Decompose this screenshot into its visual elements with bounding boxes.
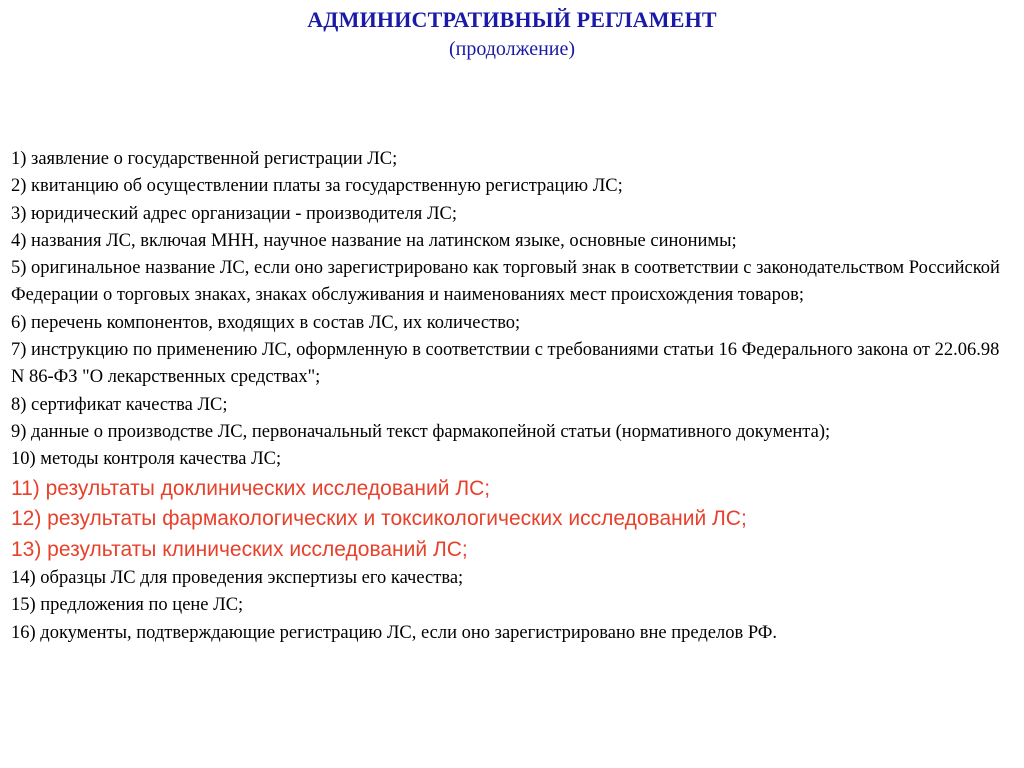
- list-item: 8) сертификат качества ЛС;: [11, 394, 228, 415]
- list-item: 4) названия ЛС, включая МНН, научное название на латинском языке, основные синонимы;: [11, 230, 737, 251]
- document-list: [11, 146, 1015, 647]
- page-title: АДМИНИСТРАТИВНЫЙ РЕГЛАМЕНТ: [307, 7, 717, 32]
- list-item-highlighted: 13) результаты клинических исследований ЛС;: [11, 537, 468, 561]
- list-item-highlighted: 11) результаты доклинических исследований ЛС;: [11, 476, 491, 500]
- list-item: 7) инструкцию по применению ЛС, оформленную в соответствии с требованиями статьи 16 Федерального закона от 22.06.98 N 86-ФЗ "О лекарственных средствах";: [11, 340, 1000, 388]
- list-item: 3) юридический адрес организации - производителя ЛС;: [11, 203, 457, 224]
- list-item: 5) оригинальное название ЛС, если оно зарегистрировано как торговый знак в соответствии с законодательством Российской Федерации о торговых знаках, знаках обслуживания и наименованиях мест происхождения товаров;: [11, 258, 1000, 306]
- page-subtitle: (продолжение): [448, 38, 576, 60]
- list-item: 10) методы контроля качества ЛС;: [11, 449, 282, 470]
- list-item: 2) квитанцию об осуществлении платы за государственную регистрацию ЛС;: [11, 176, 623, 197]
- slide-header: [0, 6, 1024, 64]
- list-item: 15) предложения по цене ЛС;: [11, 595, 244, 616]
- list-item: 9) данные о производстве ЛС, первоначальный текст фармакопейной статьи (нормативного документа);: [11, 421, 831, 442]
- list-item: 16) документы, подтверждающие регистрацию ЛС, если оно зарегистрировано вне пределов РФ.: [11, 622, 778, 643]
- list-item: 6) перечень компонентов, входящих в состав ЛС, их количество;: [11, 312, 521, 333]
- list-item: 1) заявление о государственной регистрации ЛС;: [11, 149, 398, 169]
- list-item: 14) образцы ЛС для проведения экспертизы его качества;: [11, 568, 464, 589]
- list-item-highlighted: 12) результаты фармакологических и токсикологических исследований ЛС;: [11, 507, 747, 531]
